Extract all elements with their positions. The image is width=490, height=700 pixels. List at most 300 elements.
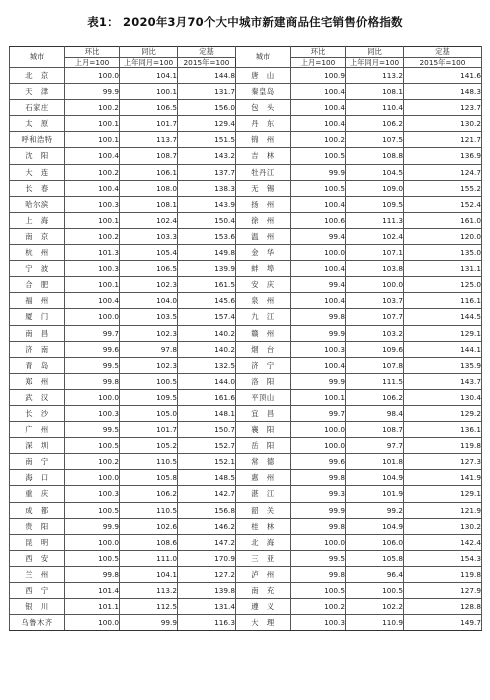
table-row	[10, 116, 482, 132]
table-row	[10, 438, 482, 454]
yoy-cell-left: 109.5	[120, 389, 178, 405]
base-cell-right: 154.3	[404, 550, 482, 566]
city-cell-right: 扬 州	[236, 196, 291, 212]
mom-cell-left: 99.8	[65, 373, 120, 389]
city-cell-right: 蚌 埠	[236, 261, 291, 277]
mom-cell-left: 99.6	[65, 341, 120, 357]
city-cell-left: 天 津	[10, 84, 65, 100]
city-cell-left: 西 安	[10, 550, 65, 566]
mom-cell-left: 99.5	[65, 357, 120, 373]
city-cell-left: 西 宁	[10, 583, 65, 599]
city-cell-right: 包 头	[236, 100, 291, 116]
mom-cell-right: 100.2	[291, 599, 346, 615]
mom-cell-right: 100.0	[291, 534, 346, 550]
base-cell-right: 148.3	[404, 84, 482, 100]
table-row	[10, 599, 482, 615]
yoy-cell-right: 109.6	[346, 341, 404, 357]
base-cell-right: 129.1	[404, 486, 482, 502]
mom-cell-right: 100.6	[291, 212, 346, 228]
table-row	[10, 100, 482, 116]
col-header-city-right: 城市	[236, 47, 291, 68]
yoy-cell-right: 99.2	[346, 502, 404, 518]
mom-cell-left: 101.3	[65, 245, 120, 261]
city-cell-right: 烟 台	[236, 341, 291, 357]
mom-cell-left: 99.5	[65, 422, 120, 438]
mom-cell-right: 100.0	[291, 422, 346, 438]
yoy-cell-right: 103.8	[346, 261, 404, 277]
yoy-cell-right: 106.0	[346, 534, 404, 550]
mom-cell-left: 100.1	[65, 277, 120, 293]
table-row	[10, 486, 482, 502]
table-row	[10, 341, 482, 357]
table-row	[10, 277, 482, 293]
col-header-yoy-left: 同比	[120, 47, 178, 58]
yoy-cell-right: 98.4	[346, 405, 404, 421]
yoy-cell-right: 106.2	[346, 389, 404, 405]
base-cell-left: 142.7	[178, 486, 236, 502]
yoy-cell-right: 101.9	[346, 486, 404, 502]
yoy-cell-right: 111.3	[346, 212, 404, 228]
city-cell-left: 武 汉	[10, 389, 65, 405]
table-row	[10, 373, 482, 389]
base-cell-left: 150.7	[178, 422, 236, 438]
yoy-cell-left: 103.5	[120, 309, 178, 325]
base-cell-right: 129.1	[404, 325, 482, 341]
mom-cell-left: 100.3	[65, 196, 120, 212]
yoy-cell-right: 103.7	[346, 293, 404, 309]
yoy-cell-left: 103.3	[120, 228, 178, 244]
yoy-cell-left: 104.1	[120, 68, 178, 84]
base-cell-right: 141.9	[404, 470, 482, 486]
base-cell-left: 138.3	[178, 180, 236, 196]
base-cell-left: 140.2	[178, 341, 236, 357]
mom-cell-left: 100.2	[65, 454, 120, 470]
yoy-cell-left: 106.5	[120, 100, 178, 116]
base-cell-right: 135.9	[404, 357, 482, 373]
city-cell-right: 湛 江	[236, 486, 291, 502]
city-cell-left: 乌鲁木齐	[10, 615, 65, 631]
table-row	[10, 422, 482, 438]
mom-cell-left: 99.8	[65, 566, 120, 582]
city-cell-left: 重 庆	[10, 486, 65, 502]
mom-cell-left: 100.0	[65, 534, 120, 550]
mom-cell-right: 100.5	[291, 180, 346, 196]
base-cell-left: 152.7	[178, 438, 236, 454]
base-cell-right: 123.7	[404, 100, 482, 116]
mom-cell-right: 99.9	[291, 325, 346, 341]
city-cell-right: 惠 州	[236, 470, 291, 486]
yoy-cell-left: 110.5	[120, 502, 178, 518]
city-cell-right: 宜 昌	[236, 405, 291, 421]
city-cell-right: 无 锡	[236, 180, 291, 196]
base-cell-left: 137.7	[178, 164, 236, 180]
table-row	[10, 261, 482, 277]
yoy-cell-right: 102.2	[346, 599, 404, 615]
mom-cell-left: 100.0	[65, 389, 120, 405]
yoy-cell-left: 101.7	[120, 116, 178, 132]
mom-cell-left: 101.4	[65, 583, 120, 599]
city-cell-right: 遵 义	[236, 599, 291, 615]
city-cell-left: 海 口	[10, 470, 65, 486]
yoy-cell-right: 105.8	[346, 550, 404, 566]
table-row	[10, 84, 482, 100]
mom-cell-left: 101.1	[65, 599, 120, 615]
base-cell-right: 144.1	[404, 341, 482, 357]
base-cell-left: 153.6	[178, 228, 236, 244]
table-row	[10, 228, 482, 244]
base-cell-right: 125.0	[404, 277, 482, 293]
sub-header-yoy-right: 上年同月=100	[346, 57, 404, 68]
table-row	[10, 196, 482, 212]
city-cell-left: 郑 州	[10, 373, 65, 389]
mom-cell-right: 99.5	[291, 550, 346, 566]
mom-cell-left: 100.5	[65, 438, 120, 454]
table-body	[10, 68, 482, 631]
base-cell-right: 121.9	[404, 502, 482, 518]
yoy-cell-right: 107.5	[346, 132, 404, 148]
table-row	[10, 518, 482, 534]
city-cell-left: 长 春	[10, 180, 65, 196]
yoy-cell-right: 109.0	[346, 180, 404, 196]
mom-cell-right: 100.4	[291, 261, 346, 277]
city-cell-right: 北 海	[236, 534, 291, 550]
yoy-cell-right: 110.9	[346, 615, 404, 631]
yoy-cell-left: 104.1	[120, 566, 178, 582]
base-cell-right: 161.0	[404, 212, 482, 228]
sub-header-yoy-left: 上年同月=100	[120, 57, 178, 68]
base-cell-right: 130.2	[404, 116, 482, 132]
yoy-cell-right: 113.2	[346, 68, 404, 84]
yoy-cell-left: 102.3	[120, 357, 178, 373]
mom-cell-right: 100.1	[291, 389, 346, 405]
yoy-cell-left: 105.8	[120, 470, 178, 486]
base-cell-left: 132.5	[178, 357, 236, 373]
table-row	[10, 148, 482, 164]
table-row	[10, 389, 482, 405]
mom-cell-left: 100.1	[65, 132, 120, 148]
base-cell-right: 127.9	[404, 583, 482, 599]
city-cell-left: 昆 明	[10, 534, 65, 550]
table-row	[10, 615, 482, 631]
city-cell-left: 南 宁	[10, 454, 65, 470]
base-cell-left: 161.6	[178, 389, 236, 405]
base-cell-left: 143.9	[178, 196, 236, 212]
yoy-cell-left: 102.3	[120, 277, 178, 293]
base-cell-left: 170.9	[178, 550, 236, 566]
yoy-cell-left: 106.2	[120, 486, 178, 502]
mom-cell-left: 100.4	[65, 293, 120, 309]
base-cell-left: 131.4	[178, 599, 236, 615]
base-cell-right: 141.6	[404, 68, 482, 84]
mom-cell-right: 100.4	[291, 84, 346, 100]
city-cell-right: 九 江	[236, 309, 291, 325]
table-row	[10, 566, 482, 582]
table-row	[10, 325, 482, 341]
mom-cell-right: 100.4	[291, 196, 346, 212]
base-cell-left: 127.2	[178, 566, 236, 582]
table-row	[10, 293, 482, 309]
table-title: 表1： 2020年3月70个大中城市新建商品住宅销售价格指数	[87, 15, 403, 29]
base-cell-right: 130.4	[404, 389, 482, 405]
mom-cell-left: 99.7	[65, 325, 120, 341]
yoy-cell-left: 111.0	[120, 550, 178, 566]
mom-cell-left: 100.4	[65, 180, 120, 196]
yoy-cell-left: 104.0	[120, 293, 178, 309]
city-cell-right: 洛 阳	[236, 373, 291, 389]
city-cell-right: 吉 林	[236, 148, 291, 164]
base-cell-left: 151.5	[178, 132, 236, 148]
table-row	[10, 583, 482, 599]
base-cell-right: 121.7	[404, 132, 482, 148]
yoy-cell-left: 113.2	[120, 583, 178, 599]
base-cell-right: 136.1	[404, 422, 482, 438]
base-cell-left: 157.4	[178, 309, 236, 325]
city-cell-right: 大 理	[236, 615, 291, 631]
city-cell-left: 北 京	[10, 68, 65, 84]
yoy-cell-right: 96.4	[346, 566, 404, 582]
yoy-cell-left: 108.0	[120, 180, 178, 196]
mom-cell-right: 100.4	[291, 116, 346, 132]
yoy-cell-right: 101.8	[346, 454, 404, 470]
base-cell-left: 152.1	[178, 454, 236, 470]
yoy-cell-right: 100.5	[346, 583, 404, 599]
mom-cell-left: 100.0	[65, 470, 120, 486]
yoy-cell-left: 106.1	[120, 164, 178, 180]
base-cell-right: 143.7	[404, 373, 482, 389]
city-cell-left: 成 都	[10, 502, 65, 518]
yoy-cell-left: 101.7	[120, 422, 178, 438]
base-cell-left: 148.1	[178, 405, 236, 421]
table-row	[10, 357, 482, 373]
yoy-cell-left: 106.5	[120, 261, 178, 277]
yoy-cell-right: 110.4	[346, 100, 404, 116]
mom-cell-left: 100.4	[65, 148, 120, 164]
city-cell-left: 宁 波	[10, 261, 65, 277]
mom-cell-right: 99.4	[291, 277, 346, 293]
city-cell-right: 平顶山	[236, 389, 291, 405]
mom-cell-left: 100.2	[65, 164, 120, 180]
base-cell-left: 149.8	[178, 245, 236, 261]
mom-cell-left: 99.9	[65, 518, 120, 534]
city-cell-right: 岳 阳	[236, 438, 291, 454]
mom-cell-right: 99.8	[291, 309, 346, 325]
city-cell-right: 丹 东	[236, 116, 291, 132]
mom-cell-right: 100.5	[291, 583, 346, 599]
city-cell-right: 三 亚	[236, 550, 291, 566]
city-cell-left: 太 原	[10, 116, 65, 132]
mom-cell-right: 99.9	[291, 164, 346, 180]
city-cell-right: 南 充	[236, 583, 291, 599]
table-row	[10, 470, 482, 486]
city-cell-right: 桂 林	[236, 518, 291, 534]
base-cell-right: 136.9	[404, 148, 482, 164]
city-cell-left: 上 海	[10, 212, 65, 228]
base-cell-right: 119.8	[404, 566, 482, 582]
mom-cell-right: 100.4	[291, 293, 346, 309]
yoy-cell-right: 104.5	[346, 164, 404, 180]
base-cell-left: 116.3	[178, 615, 236, 631]
mom-cell-right: 100.2	[291, 132, 346, 148]
base-cell-left: 139.8	[178, 583, 236, 599]
base-cell-right: 155.2	[404, 180, 482, 196]
col-header-base-left: 定基	[178, 47, 236, 58]
yoy-cell-left: 112.5	[120, 599, 178, 615]
yoy-cell-left: 110.5	[120, 454, 178, 470]
yoy-cell-left: 102.6	[120, 518, 178, 534]
sub-header-mom-left: 上月=100	[65, 57, 120, 68]
sub-header-mom-right: 上月=100	[291, 57, 346, 68]
mom-cell-left: 100.0	[65, 68, 120, 84]
mom-cell-left: 100.2	[65, 100, 120, 116]
yoy-cell-left: 105.0	[120, 405, 178, 421]
mom-cell-right: 99.9	[291, 373, 346, 389]
col-header-base-right: 定基	[404, 47, 482, 58]
mom-cell-right: 100.0	[291, 438, 346, 454]
yoy-cell-left: 113.7	[120, 132, 178, 148]
city-cell-left: 厦 门	[10, 309, 65, 325]
mom-cell-right: 99.7	[291, 405, 346, 421]
city-cell-left: 呼和浩特	[10, 132, 65, 148]
city-cell-left: 合 肥	[10, 277, 65, 293]
base-cell-right: 152.4	[404, 196, 482, 212]
col-header-yoy-right: 同比	[346, 47, 404, 58]
mom-cell-left: 100.0	[65, 615, 120, 631]
yoy-cell-right: 108.1	[346, 84, 404, 100]
city-cell-left: 长 沙	[10, 405, 65, 421]
col-header-mom-left: 环比	[65, 47, 120, 58]
yoy-cell-left: 105.2	[120, 438, 178, 454]
mom-cell-right: 100.4	[291, 100, 346, 116]
table-row	[10, 454, 482, 470]
yoy-cell-right: 109.5	[346, 196, 404, 212]
yoy-cell-right: 97.7	[346, 438, 404, 454]
yoy-cell-left: 108.1	[120, 196, 178, 212]
city-cell-right: 锦 州	[236, 132, 291, 148]
city-cell-left: 沈 阳	[10, 148, 65, 164]
base-cell-right: 129.2	[404, 405, 482, 421]
city-cell-left: 兰 州	[10, 566, 65, 582]
base-cell-right: 149.7	[404, 615, 482, 631]
mom-cell-right: 99.6	[291, 454, 346, 470]
mom-cell-left: 100.1	[65, 212, 120, 228]
mom-cell-right: 100.5	[291, 148, 346, 164]
yoy-cell-right: 106.2	[346, 116, 404, 132]
base-cell-left: 131.7	[178, 84, 236, 100]
yoy-cell-right: 107.1	[346, 245, 404, 261]
yoy-cell-left: 100.5	[120, 373, 178, 389]
mom-cell-left: 100.5	[65, 550, 120, 566]
table-row	[10, 212, 482, 228]
yoy-cell-left: 108.6	[120, 534, 178, 550]
base-cell-left: 156.8	[178, 502, 236, 518]
city-cell-left: 杭 州	[10, 245, 65, 261]
yoy-cell-left: 102.4	[120, 212, 178, 228]
base-cell-left: 144.0	[178, 373, 236, 389]
mom-cell-left: 100.2	[65, 228, 120, 244]
yoy-cell-left: 99.9	[120, 615, 178, 631]
city-cell-right: 温 州	[236, 228, 291, 244]
yoy-cell-left: 105.4	[120, 245, 178, 261]
mom-cell-right: 100.0	[291, 245, 346, 261]
base-cell-right: 116.1	[404, 293, 482, 309]
city-cell-left: 深 圳	[10, 438, 65, 454]
city-cell-right: 安 庆	[236, 277, 291, 293]
base-cell-right: 135.0	[404, 245, 482, 261]
city-cell-right: 襄 阳	[236, 422, 291, 438]
mom-cell-right: 100.4	[291, 357, 346, 373]
base-cell-left: 144.8	[178, 68, 236, 84]
mom-cell-right: 99.4	[291, 228, 346, 244]
yoy-cell-right: 100.0	[346, 277, 404, 293]
table-row	[10, 550, 482, 566]
base-cell-right: 120.0	[404, 228, 482, 244]
city-cell-left: 南 京	[10, 228, 65, 244]
base-cell-right: 130.2	[404, 518, 482, 534]
base-cell-right: 127.3	[404, 454, 482, 470]
mom-cell-right: 100.9	[291, 68, 346, 84]
base-cell-right: 119.8	[404, 438, 482, 454]
base-cell-left: 150.4	[178, 212, 236, 228]
price-index-table	[9, 46, 482, 631]
col-header-city-left: 城市	[10, 47, 65, 68]
mom-cell-right: 99.3	[291, 486, 346, 502]
table-row	[10, 68, 482, 84]
mom-cell-left: 100.5	[65, 502, 120, 518]
city-cell-left: 贵 阳	[10, 518, 65, 534]
base-cell-left: 145.6	[178, 293, 236, 309]
city-cell-left: 石家庄	[10, 100, 65, 116]
city-cell-right: 泸 州	[236, 566, 291, 582]
city-cell-right: 赣 州	[236, 325, 291, 341]
city-cell-right: 泉 州	[236, 293, 291, 309]
yoy-cell-right: 107.8	[346, 357, 404, 373]
yoy-cell-left: 97.8	[120, 341, 178, 357]
mom-cell-left: 100.1	[65, 116, 120, 132]
base-cell-right: 142.4	[404, 534, 482, 550]
city-cell-left: 银 川	[10, 599, 65, 615]
mom-cell-right: 99.9	[291, 502, 346, 518]
mom-cell-right: 99.8	[291, 518, 346, 534]
mom-cell-right: 100.3	[291, 341, 346, 357]
city-cell-left: 福 州	[10, 293, 65, 309]
mom-cell-left: 100.0	[65, 309, 120, 325]
col-header-mom-right: 环比	[291, 47, 346, 58]
mom-cell-right: 99.8	[291, 566, 346, 582]
yoy-cell-right: 103.2	[346, 325, 404, 341]
mom-cell-left: 100.3	[65, 486, 120, 502]
mom-cell-right: 99.8	[291, 470, 346, 486]
base-cell-right: 124.7	[404, 164, 482, 180]
base-cell-left: 156.0	[178, 100, 236, 116]
city-cell-right: 韶 关	[236, 502, 291, 518]
base-cell-left: 143.2	[178, 148, 236, 164]
yoy-cell-right: 104.9	[346, 518, 404, 534]
base-cell-left: 140.2	[178, 325, 236, 341]
mom-cell-right: 100.3	[291, 615, 346, 631]
city-cell-left: 南 昌	[10, 325, 65, 341]
yoy-cell-left: 100.1	[120, 84, 178, 100]
sub-header-base-right: 2015年=100	[404, 57, 482, 68]
city-cell-right: 常 德	[236, 454, 291, 470]
mom-cell-left: 100.3	[65, 405, 120, 421]
yoy-cell-right: 104.9	[346, 470, 404, 486]
yoy-cell-right: 102.4	[346, 228, 404, 244]
table-row	[10, 309, 482, 325]
base-cell-left: 139.9	[178, 261, 236, 277]
base-cell-right: 131.1	[404, 261, 482, 277]
base-cell-left: 161.5	[178, 277, 236, 293]
city-cell-right: 济 宁	[236, 357, 291, 373]
